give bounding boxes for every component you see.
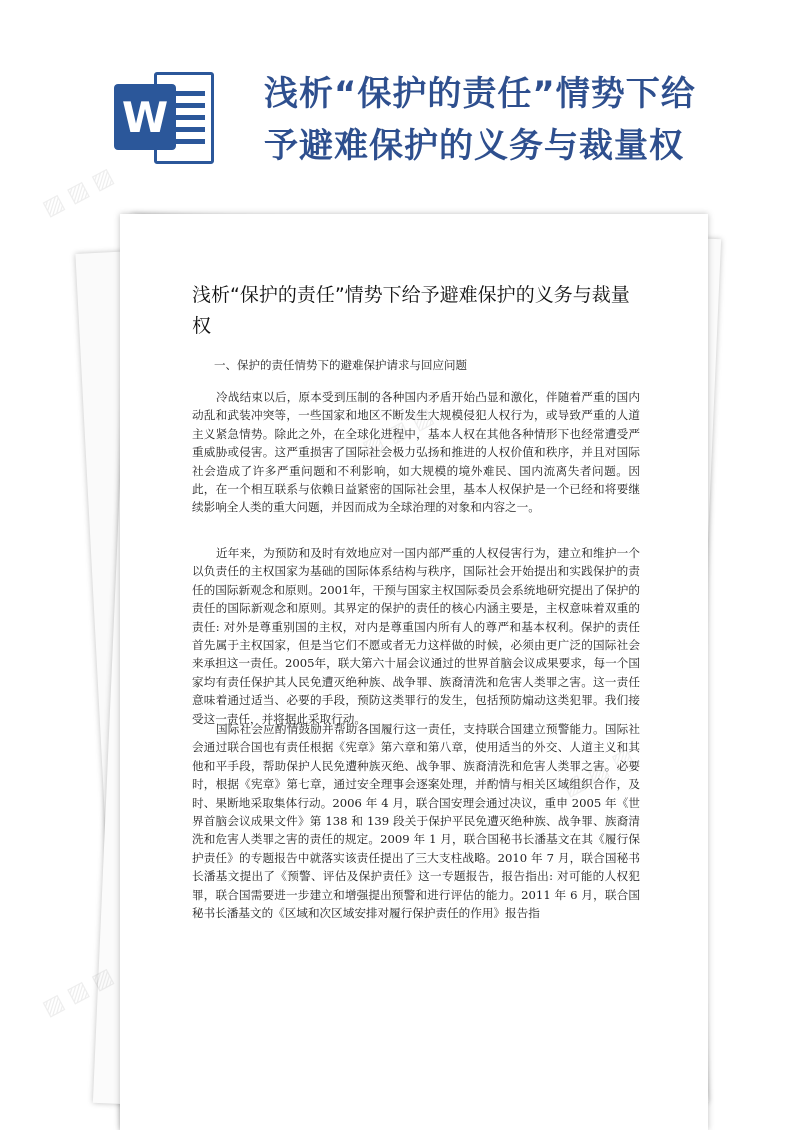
paragraph-3: 国际社会应酌情鼓励并帮助各国履行这一责任，支持联合国建立预警能力。国际社会通过联合国也有责任根据《宪章》第六章和第八章，使用适当的外交、人道主义和其他和平手段，帮助保护人民免遭种族灭绝、战争罪、族裔清洗和危害人类罪之害。必要时，根据《宪章》第七章，通过安全理事会逐案处理，并酌情与相关区域组织合作，及时、果断地采取集体行动。2006 年 4 月，联合国安理会通过决议，重申 2005 年《世界首脑会议成果文件》第 138 和 139 段关于保护平民免遭灭绝种族、战争罪、族裔清洗和危害人类罪之害的责任的规定。2009 年 1 月，联合国秘书长潘基文在其《履行保护责任》的专题报告中就落实该责任提出了三大支柱战略。2010 年 7 月，联合国秘书长潘基文提出了《预警、评估及保护责任》这一专题报告，报告指出: 对可能的人权犯罪，联合国需要进一步建立和增强提出预警和进行评估的能力。2011 年 6 月，联合国秘书长潘基文的《区域和次区域安排对履行保护责任的作用》报告指 <box>192 722 640 921</box>
paragraph-1: 冷战结束以后，原本受到压制的各种国内矛盾开始凸显和激化，伴随着严重的国内动乱和武装冲突等，一些国家和地区不断发生大规模侵犯人权行为，或导致严重的人道主义紧急情势。除此之外，在全球化进程中，基本人权在其他各种情形下也经常遭受严重威胁或侵害。这严重损害了国际社会极力弘扬和推进的人权价值和秩序，并且对国际社会造成了许多严重问题和不利影响，如大规模的境外难民、国内流离失者问题。因此，在一个相互联系与依赖日益紧密的国际社会里，基本人权保护是一个已经和将要继续影响全人类的重大问题，并因而成为全球治理的对象和内容之一。 <box>192 390 640 515</box>
section-heading: 一、保护的责任情势下的避难保护请求与回应问题 <box>214 358 467 372</box>
paragraph-2: 近年来，为预防和及时有效地应对一国内部严重的人权侵害行为，建立和维护一个以负责任的主权国家为基础的国际体系结构与秩序，国际社会开始提出和实践保护的责任的国际新观念和原则。2001年，干预与国家主权国际委员会系统地研究提出了保护的责任的国际新观念和原则。其界定的保护的责任的核心内涵主要是，主权意味着双重的责任: 对外是尊重别国的主权，对内是尊重国内所有人的尊严和基本权利。保护的责任首先属于主权国家，但是当它们不愿或者无力这样做的时候，必须由更广泛的国际社会来承担这一责任。2005年，联大第六十届会议通过的世界首脑会议成果要求，每一个国家均有责任保护其人民免遭灭绝种族、战争罪、族裔清洗和危害人类罪之害。这一责任意味着通过适当、必要的手段，预防这类罪行的发生，包括预防煽动这类犯罪。我们接受这一责任，并将据此采取行动。 <box>192 546 640 726</box>
word-w-badge: W <box>114 84 176 150</box>
word-document-icon <box>108 66 220 170</box>
watermark: ▨ ▨ ▨ <box>38 963 118 1022</box>
document-title: 浅析“保护的责任”情势下给予避难保护的义务与裁量权 <box>192 284 630 337</box>
page-title: 浅析“保护的责任”情势下给予避难保护的义务与裁量权 <box>264 74 696 166</box>
watermark: ▨ ▨ ▨ <box>38 163 118 222</box>
